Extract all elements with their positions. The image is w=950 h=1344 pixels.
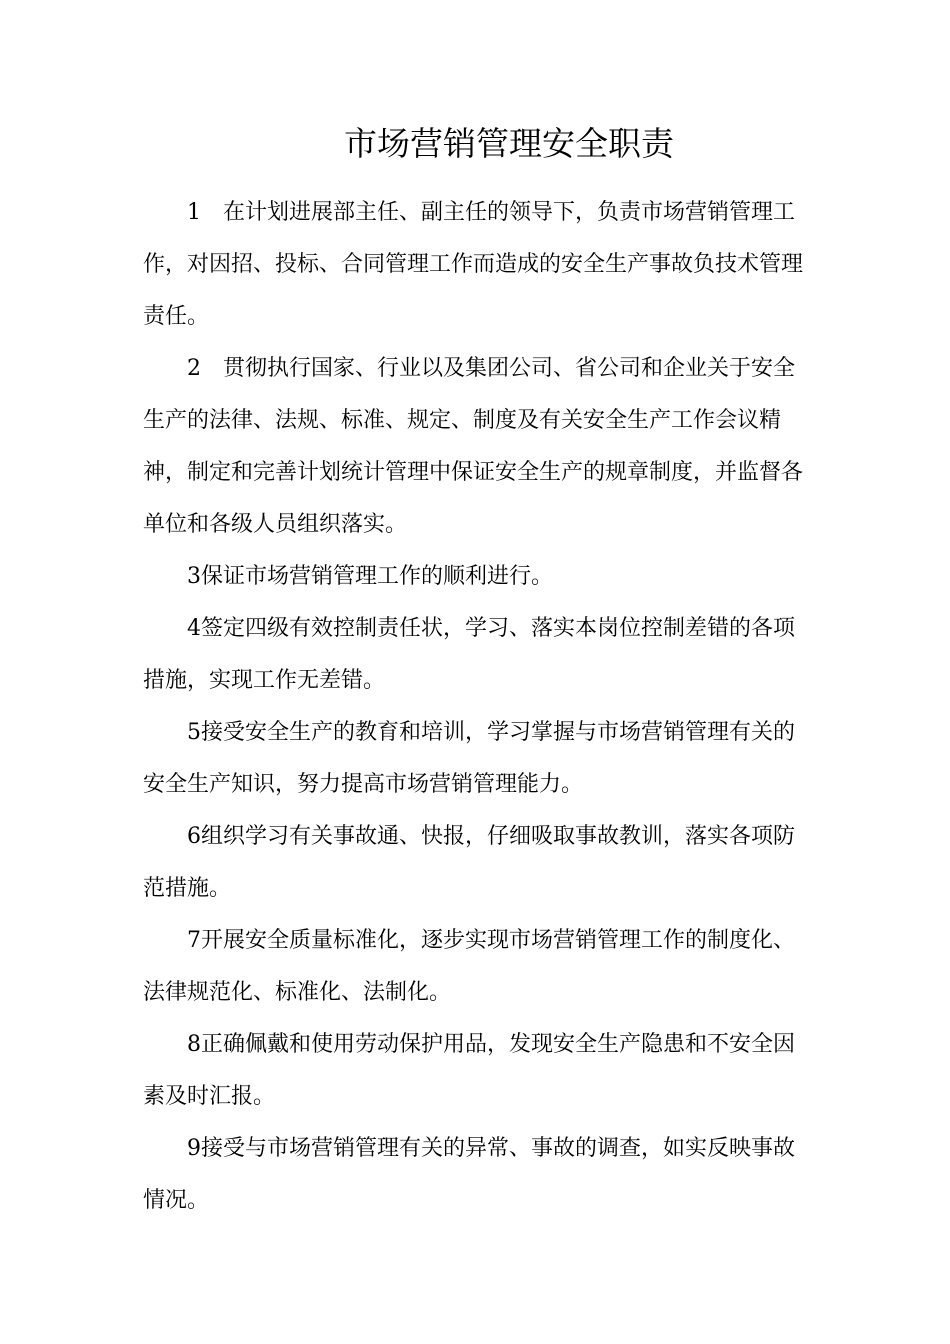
paragraph-2: 2 贯彻执行国家、行业以及集团公司、省公司和企业关于安全生产的法律、法规、标准、规定、制度及有关安全生产工作会议精神，制定和完善计划统计管理中保证安全生产的规章制度，并监督各单位和各级人员组织落实。 [143,356,804,537]
paragraph-5: 5接受安全生产的教育和培训，学习掌握与市场营销管理有关的安全生产知识，努力提高市场营销管理能力。 [143,720,795,797]
document-body [143,187,811,1227]
paragraph-7: 7开展安全质量标准化，逐步实现市场营销管理工作的制度化、法律规范化、标准化、法制化。 [143,928,795,1005]
paragraph-8: 8正确佩戴和使用劳动保护用品，发现安全生产隐患和不安全因素及时汇报。 [143,1032,795,1109]
paragraph-1: 1 在计划进展部主任、副主任的领导下，负责市场营销管理工作，对因招、投标、合同管理工作而造成的安全生产事故负技术管理责任。 [143,200,804,329]
paragraph-9: 9接受与市场营销管理有关的异常、事故的调查，如实反映事故情况。 [143,1136,795,1213]
paragraph-6: 6组织学习有关事故通、快报，仔细吸取事故教训，落实各项防范措施。 [143,824,795,901]
paragraph-4: 4签定四级有效控制责任状，学习、落实本岗位控制差错的各项措施，实现工作无差错。 [143,616,795,693]
paragraph-3: 3保证市场营销管理工作的顺利进行。 [187,564,553,589]
page-title: 市场营销管理安全职责 [344,124,674,163]
